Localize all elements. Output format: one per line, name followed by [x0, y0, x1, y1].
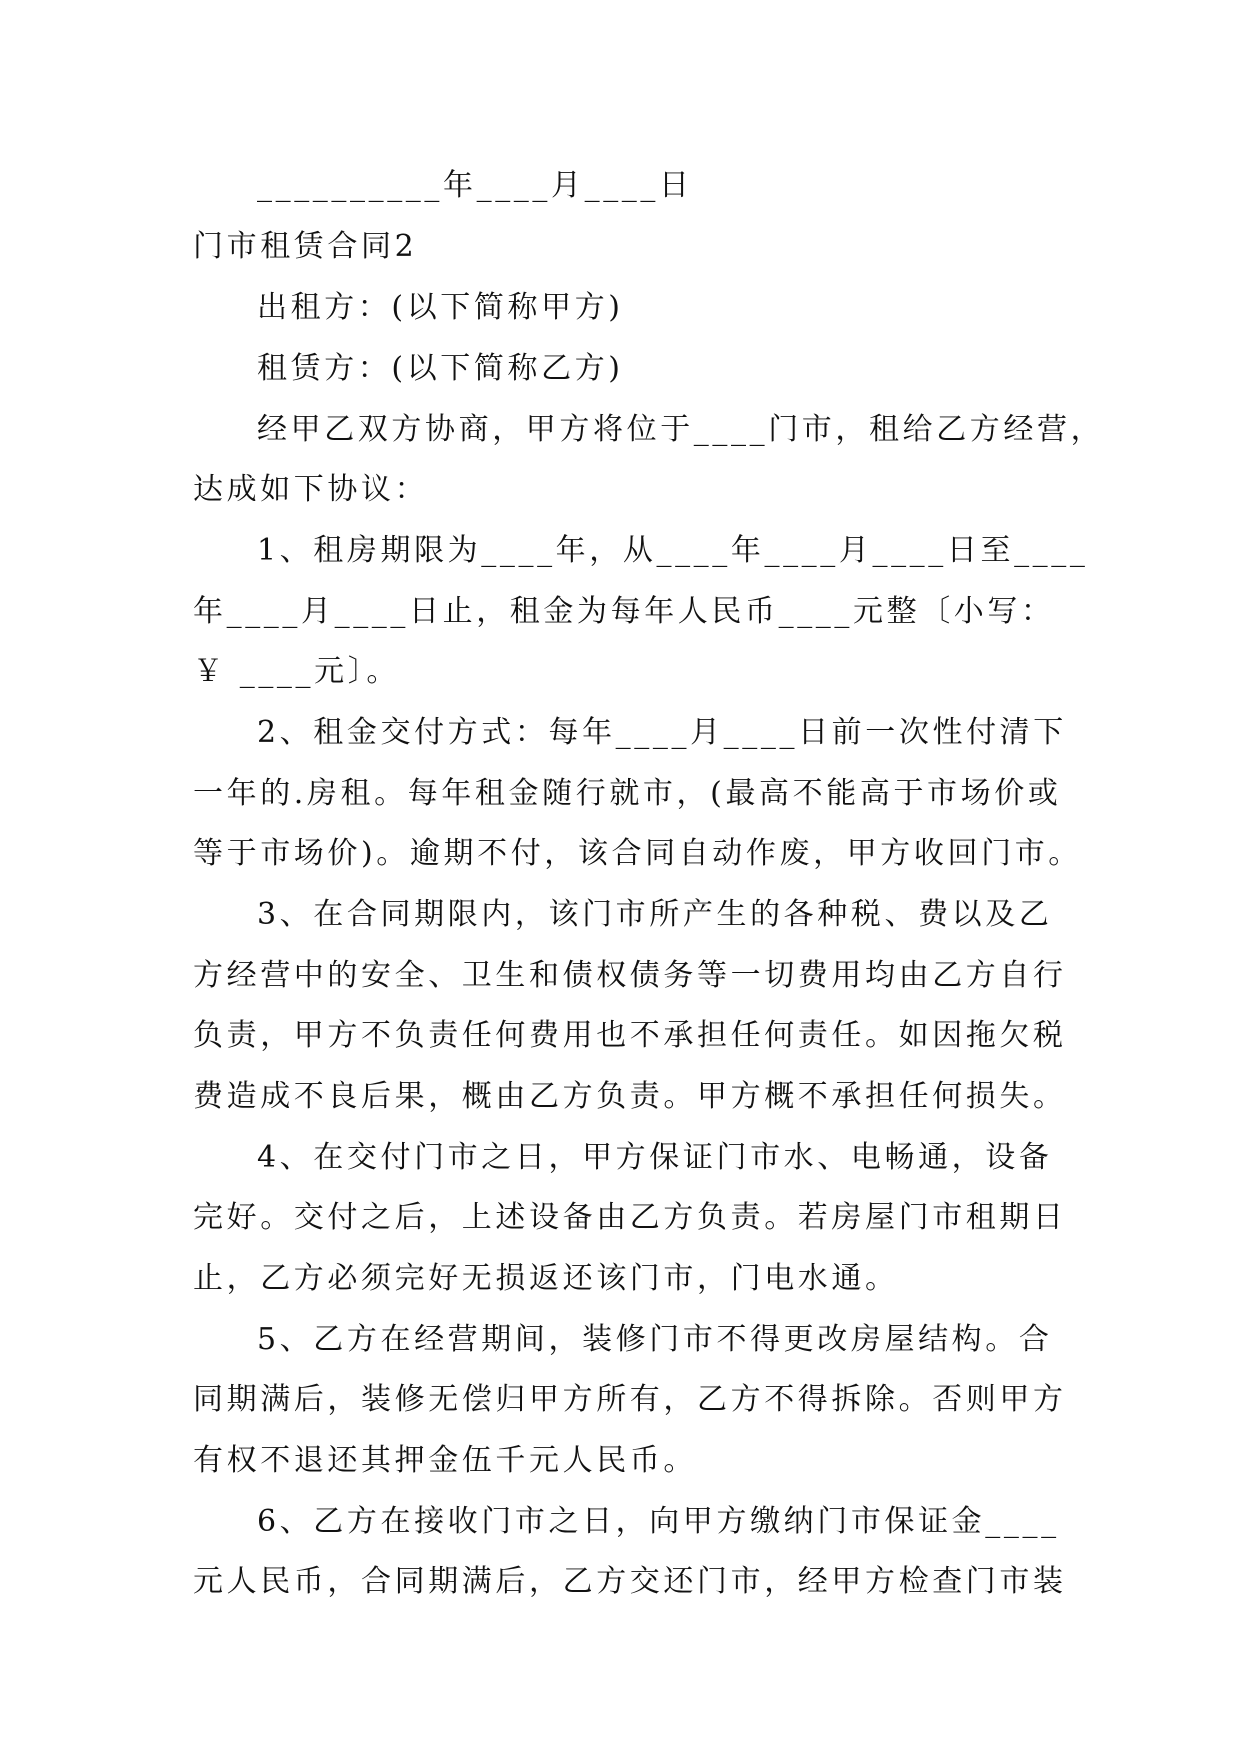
clause-4-line-2: 完好。交付之后，上述设备由乙方负责。若房屋门市租期日: [193, 1200, 1067, 1235]
clause-1-line-3: ￥ ____元〕。: [193, 654, 400, 689]
clause-5-line-2: 同期满后，装修无偿归甲方所有，乙方不得拆除。否则甲方: [193, 1382, 1067, 1417]
date-line: __________年____月____日: [257, 168, 693, 203]
clause-4-line-3: 止，乙方必须完好无损返还该门市，门电水通。: [193, 1261, 899, 1296]
clause-1-line-1: 1、租房期限为____年，从____年____月____日至____: [257, 533, 1089, 568]
clause-3-line-3: 负责，甲方不负责任何费用也不承担任何责任。如因拖欠税: [193, 1018, 1067, 1053]
clause-3-line-4: 费造成不良后果，概由乙方负责。甲方概不承担任何损失。: [193, 1079, 1067, 1114]
clause-5-line-3: 有权不退还其押金伍千元人民币。: [193, 1443, 697, 1478]
clause-2-line-2: 一年的.房租。每年租金随行就市，(最高不能高于市场价或: [193, 776, 1062, 811]
clause-2-line-3: 等于市场价)。逾期不付，该合同自动作废，甲方收回门市。: [193, 836, 1082, 871]
contract-title: 门市租赁合同2: [193, 229, 418, 264]
intro-line-1: 经甲乙双方协商，甲方将位于____门市，租给乙方经营，: [257, 412, 1105, 447]
clause-6-line-1: 6、乙方在接收门市之日，向甲方缴纳门市保证金____: [257, 1504, 1060, 1539]
clause-5-line-1: 5、乙方在经营期间，装修门市不得更改房屋结构。合: [257, 1322, 1053, 1357]
clause-4-line-1: 4、在交付门市之日，甲方保证门市水、电畅通，设备: [257, 1140, 1053, 1175]
clause-1-line-2: 年____月____日止，租金为每年人民币____元整〔小写：: [193, 594, 1055, 629]
clause-2-line-1: 2、租金交付方式：每年____月____日前一次性付清下: [257, 715, 1067, 750]
intro-line-2: 达成如下协议：: [193, 472, 429, 507]
clause-3-line-2: 方经营中的安全、卫生和债权债务等一切费用均由乙方自行: [193, 958, 1067, 993]
clause-6-line-2: 元人民币，合同期满后，乙方交还门市，经甲方检查门市装: [193, 1564, 1067, 1599]
lessee-line: 租赁方：(以下简称乙方): [257, 351, 624, 386]
lessor-line: 出租方：(以下简称甲方): [257, 290, 624, 325]
clause-3-line-1: 3、在合同期限内，该门市所产生的各种税、费以及乙: [257, 897, 1053, 932]
